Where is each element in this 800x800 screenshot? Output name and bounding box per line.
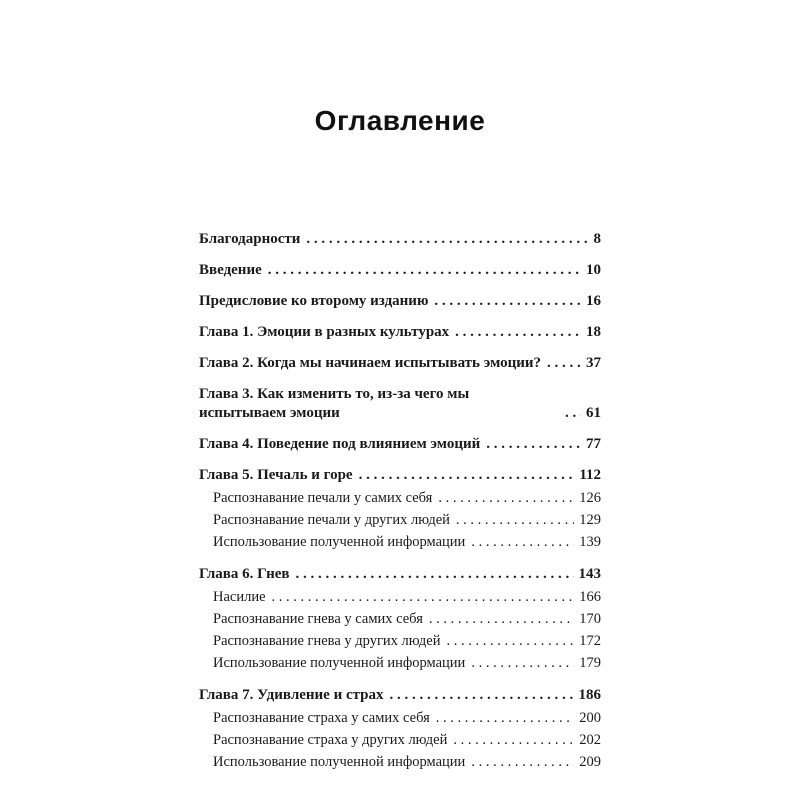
dot-leader: [434, 292, 581, 311]
toc-entry: [199, 732, 601, 749]
dot-leader: [272, 589, 575, 606]
toc-entry-page-number: 61: [586, 405, 601, 421]
toc-entry-label: Использование полученной информации: [213, 655, 466, 671]
toc-entry-page-number: 200: [579, 710, 601, 726]
toc-entry: [199, 435, 601, 454]
toc-entry: [199, 512, 601, 529]
toc-entry-page-number: 112: [579, 467, 601, 483]
toc-entry-label: Использование полученной информации: [213, 754, 466, 770]
toc-entry-label: Распознавание печали у других людей: [213, 512, 450, 528]
toc-entry-page-number: 18: [586, 324, 601, 340]
toc-entry: [199, 565, 601, 584]
dot-leader: [306, 230, 588, 249]
table-of-contents: [199, 230, 601, 771]
toc-entry: [199, 292, 601, 311]
dot-leader: [565, 404, 581, 423]
dot-leader: [486, 435, 581, 454]
toc-entry-page-number: 10: [586, 262, 601, 278]
toc-entry: [199, 534, 601, 551]
toc-entry: [199, 589, 601, 606]
toc-entry-label: Распознавание гнева у других людей: [213, 633, 441, 649]
toc-entry-label: Распознавание гнева у самих себя: [213, 611, 423, 627]
toc-entry-page-number: 209: [579, 754, 601, 770]
toc-entry: [199, 611, 601, 628]
toc-entry-label: Использование полученной информации: [213, 534, 466, 550]
toc-entry-page-number: 77: [586, 436, 601, 452]
toc-entry-label: Распознавание страха у самих себя: [213, 710, 430, 726]
dot-leader: [453, 732, 574, 749]
toc-entry-label: Предисловие ко второму изданию: [199, 293, 429, 309]
toc-entry-page-number: 186: [578, 687, 601, 703]
dot-leader: [436, 710, 574, 727]
toc-entry: [199, 230, 601, 249]
toc-entry-label: Введение: [199, 262, 262, 278]
toc-entry: [199, 633, 601, 650]
toc-entry-label: Глава 7. Удивление и страх: [199, 687, 384, 703]
toc-entry-page-number: 16: [586, 293, 601, 309]
toc-entry: [199, 710, 601, 727]
dot-leader: [359, 466, 575, 485]
dot-leader: [429, 611, 574, 628]
toc-entry-page-number: 8: [593, 231, 601, 247]
toc-entry-page-number: 139: [579, 534, 601, 550]
toc-entry-label: Распознавание печали у самих себя: [213, 490, 433, 506]
toc-entry-page-number: 166: [579, 589, 601, 605]
toc-entry-page-number: 129: [579, 512, 601, 528]
dot-leader: [455, 323, 581, 342]
page-title: Оглавление: [314, 105, 486, 136]
toc-entry-label: Благодарности: [199, 231, 301, 247]
dot-leader: [471, 655, 574, 672]
toc-entry: [199, 466, 601, 485]
dot-leader: [268, 261, 581, 280]
toc-entry: [199, 686, 601, 705]
toc-entry-label: Глава 5. Печаль и горе: [199, 467, 353, 483]
toc-entry-label: Глава 3. Как изменить то, из-за чего мы испытываем эмоции: [199, 386, 470, 421]
toc-entry: [199, 754, 601, 771]
toc-entry-label: Глава 2. Когда мы начинаем испытывать эмоции?: [199, 355, 542, 371]
dot-leader: [296, 565, 574, 584]
toc-entry-label: Глава 6. Гнев: [199, 566, 290, 582]
toc-entry-page-number: 202: [579, 732, 601, 748]
toc-entry: [199, 490, 601, 507]
toc-entry-label: Распознавание страха у других людей: [213, 732, 448, 748]
dot-leader: [456, 512, 574, 529]
toc-entry-page-number: 170: [579, 611, 601, 627]
toc-entry-label: Глава 1. Эмоции в разных культурах: [199, 324, 450, 340]
dot-leader: [471, 754, 574, 771]
toc-entry: [199, 323, 601, 342]
dot-leader: [471, 534, 574, 551]
dot-leader: [390, 686, 574, 705]
toc-entry-page-number: 172: [579, 633, 601, 649]
toc-entry-page-number: 37: [586, 355, 601, 371]
toc-entry: [199, 354, 601, 373]
toc-entry-page-number: 126: [579, 490, 601, 506]
toc-entry: [199, 655, 601, 672]
toc-entry-label: Насилие: [213, 589, 266, 605]
toc-entry-page-number: 143: [578, 566, 601, 582]
toc-entry-page-number: 179: [579, 655, 601, 671]
dot-leader: [446, 633, 574, 650]
toc-entry-label: Глава 4. Поведение под влиянием эмоций: [199, 436, 481, 452]
dot-leader: [438, 490, 574, 507]
dot-leader: [547, 354, 581, 373]
toc-entry: [199, 385, 601, 423]
toc-entry: [199, 261, 601, 280]
